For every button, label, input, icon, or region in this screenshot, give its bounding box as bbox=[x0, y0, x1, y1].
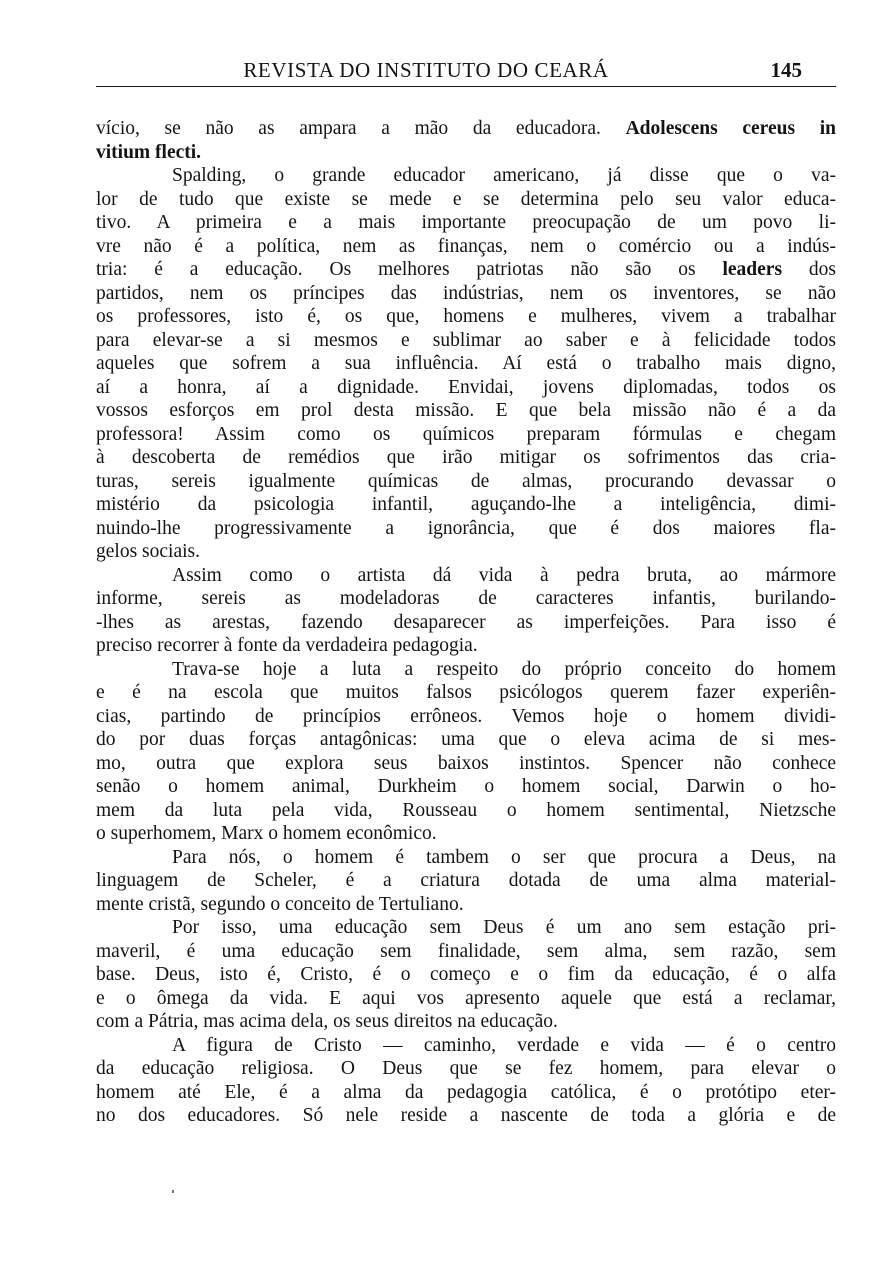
running-head bbox=[96, 58, 836, 86]
page-number: 145 bbox=[770, 58, 802, 82]
text-line: A figura de Cristo — caminho, verdade e vida — é o centro bbox=[172, 1034, 836, 1056]
text-line: turas, sereis igualmente químicas de almas, procurando devassar o bbox=[96, 470, 836, 492]
text-line: tivo. A primeira e a mais importante preocupação de um povo li- bbox=[96, 212, 836, 233]
text-line: partidos, nem os príncipes das indústrias, nem os inventores, se não bbox=[96, 282, 836, 304]
text-line: informe, sereis as modeladoras de caracteres infantis, burilando- bbox=[96, 588, 836, 609]
text-line: -lhes as arestas, fazendo desaparecer as imperfeições. Para isso é bbox=[96, 611, 836, 633]
text-line: nuindo-lhe progressivamente a ignorância, que é dos maiores fla- bbox=[96, 517, 836, 539]
text-line: vício, se não as ampara a mão da educadora. Adolescens cereus in bbox=[96, 118, 836, 139]
text-line: Spalding, o grande educador americano, já disse que o va- bbox=[172, 165, 836, 186]
text-line: vre não é a política, nem as finanças, nem o comércio ou a indús- bbox=[96, 235, 836, 257]
text-line: maveril, é uma educação sem finalidade, sem alma, sem razão, sem bbox=[96, 940, 836, 962]
text-line: mem da luta pela vida, Rousseau o homem sentimental, Nietzsche bbox=[96, 799, 836, 821]
text-line: vossos esforços em prol desta missão. E que bela missão não é a da bbox=[96, 400, 836, 421]
text-line: gelos sociais. bbox=[96, 541, 200, 562]
text-line: senão o homem animal, Durkheim o homem social, Darwin o ho- bbox=[96, 776, 836, 797]
text-line: da educação religiosa. O Deus que se fez homem, para elevar o bbox=[96, 1058, 836, 1079]
text-line: Para nós, o homem é tambem o ser que procura a Deus, na bbox=[172, 846, 836, 868]
scan-speck bbox=[172, 1190, 174, 1193]
text-line: mo, outra que explora seus baixos instintos. Spencer não conhece bbox=[96, 752, 836, 774]
text-line: base. Deus, isto é, Cristo, é o começo e o fim da educação, é o alfa bbox=[96, 964, 836, 985]
text-line: aí a honra, aí a dignidade. Envidai, jovens diplomadas, todos os bbox=[96, 376, 836, 398]
text-line: no dos educadores. Só nele reside a nascente de toda a glória e de bbox=[96, 1105, 836, 1126]
text-line: Por isso, uma educação sem Deus é um ano sem estação pri- bbox=[172, 917, 836, 938]
text-line: com a Pátria, mas acima dela, os seus direitos na educação. bbox=[96, 1011, 558, 1032]
text-line: mente cristã, segundo o conceito de Tertuliano. bbox=[96, 893, 464, 915]
text-line: tria: é a educação. Os melhores patriotas não são os leaders dos bbox=[96, 259, 836, 280]
text-line: linguagem de Scheler, é a criatura dotada de uma alma material- bbox=[96, 870, 836, 891]
text-line: e é na escola que muitos falsos psicólogos querem fazer experiên- bbox=[96, 682, 836, 703]
body-text bbox=[96, 117, 836, 1128]
text-line: os professores, isto é, os que, homens e mulheres, vivem a trabalhar bbox=[96, 306, 836, 327]
document-page bbox=[96, 0, 836, 1263]
text-line: professora! Assim como os químicos preparam fórmulas e chegam bbox=[96, 423, 836, 445]
header-rule bbox=[96, 86, 836, 87]
text-line: Trava-se hoje a luta a respeito do próprio conceito do homem bbox=[172, 658, 836, 680]
text-line: mistério da psicologia infantil, aguçando-lhe a inteligência, dimi- bbox=[96, 494, 836, 515]
text-line: à descoberta de remédios que irão mitigar os sofrimentos das cria- bbox=[96, 447, 836, 468]
text-line: aqueles que sofrem a sua influência. Aí está o trabalho mais digno, bbox=[96, 353, 836, 374]
text-line: o superhomem, Marx o homem econômico. bbox=[96, 823, 437, 844]
text-line: do por duas forças antagônicas: uma que o eleva acima de si mes- bbox=[96, 729, 836, 750]
text-line: lor de tudo que existe se mede e se determina pelo seu valor educa- bbox=[96, 188, 836, 210]
text-line: para elevar-se a si mesmos e sublimar ao saber e à felicidade todos bbox=[96, 329, 836, 351]
text-line: cias, partindo de princípios errôneos. Vemos hoje o homem dividi- bbox=[96, 705, 836, 727]
text-line: e o ômega da vida. E aqui vos apresento aquele que está a reclamar, bbox=[96, 987, 836, 1009]
journal-title: REVISTA DO INSTITUTO DO CEARÁ bbox=[243, 58, 609, 82]
text-line: homem até Ele, é a alma da pedagogia católica, é o protótipo eter- bbox=[96, 1081, 836, 1103]
text-line: preciso recorrer à fonte da verdadeira pedagogia. bbox=[96, 635, 478, 656]
text-line: vitium flecti. bbox=[96, 141, 202, 163]
text-line: Assim como o artista dá vida à pedra bruta, ao mármore bbox=[172, 564, 836, 586]
